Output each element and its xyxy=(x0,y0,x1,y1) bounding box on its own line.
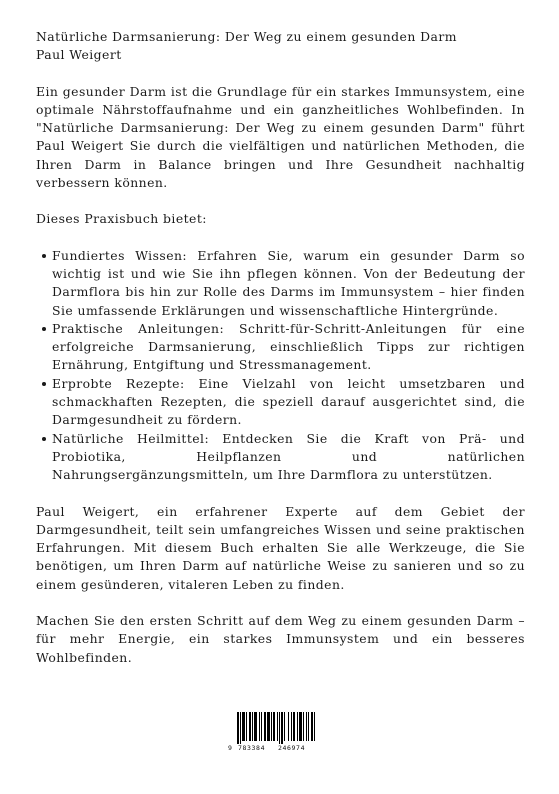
back-cover-text xyxy=(36,28,525,667)
barcode-digits-right: 246974 xyxy=(278,744,306,752)
feature-list xyxy=(36,247,525,485)
barcode-icon xyxy=(228,712,320,744)
title-block xyxy=(36,28,525,65)
list-heading: Dieses Praxisbuch bietet: xyxy=(36,211,207,227)
closing-paragraph: Machen Sie den ersten Schritt auf dem Weg zu einem gesunden Darm – für mehr Energie, ein starkes Immunsystem und ein besseres Wohlbefinden. xyxy=(36,613,525,665)
book-title: Natürliche Darmsanierung: Der Weg zu einem gesunden Darm xyxy=(36,29,457,44)
book-author: Paul Weigert xyxy=(36,47,122,63)
list-item: Natürliche Heilmittel: Entdecken Sie die Kraft von Prä- und Probiotika, Heilpflanzen und natürlichen Nahrungsergänzungsmitteln, um Ihre Darmflora zu unterstützen. xyxy=(52,430,525,485)
isbn-barcode xyxy=(228,712,320,756)
barcode-digits-left: 783384 xyxy=(238,744,266,752)
list-item: Fundiertes Wissen: Erfahren Sie, warum ein gesunder Darm so wichtig ist und wie Sie ihn pflegen können. Von der Bedeutung der Darmflora bis hin zur Rolle des Darms im Immunsystem – hier finden Sie umfassende Erklärungen und wissenschaftliche Hintergründe. xyxy=(52,247,525,320)
intro-paragraph: Ein gesunder Darm ist die Grundlage für ein starkes Immunsystem, eine optimale Nährstoffaufnahme und ein ganzheitliches Wohlbefinden. In "Natürliche Darmsanierung: Der Weg zu einem gesunden Darm" führt Paul Weigert Sie durch die vielfältigen und natürlichen Methoden, die Ihren Darm in Balance bringen und Ihre Gesundheit nachhaltig verbessern können. xyxy=(36,83,525,191)
author-paragraph: Paul Weigert, ein erfahrener Experte auf dem Gebiet der Darmgesundheit, teilt sein umfangreiches Wissen und seine praktischen Erfahrungen. Mit diesem Buch erhalten Sie alle Werkzeuge, die Sie benötigen, um Ihren Darm auf natürliche Weise zu sanieren und so zu einem gesünderen, vitaleren Leben zu finden. xyxy=(36,503,525,592)
list-item: Praktische Anleitungen: Schritt-für-Schritt-Anleitungen für eine erfolgreiche Darmsanierung, einschließlich Tipps zur richtigen Ernährung, Entgiftung und Stressmanagement. xyxy=(52,320,525,375)
barcode-digit-first: 9 xyxy=(228,744,233,752)
list-item: Erprobte Rezepte: Eine Vielzahl von leicht umsetzbaren und schmackhaften Rezepten, die speziell darauf ausgerichtet sind, die Darmgesundheit zu fördern. xyxy=(52,375,525,430)
